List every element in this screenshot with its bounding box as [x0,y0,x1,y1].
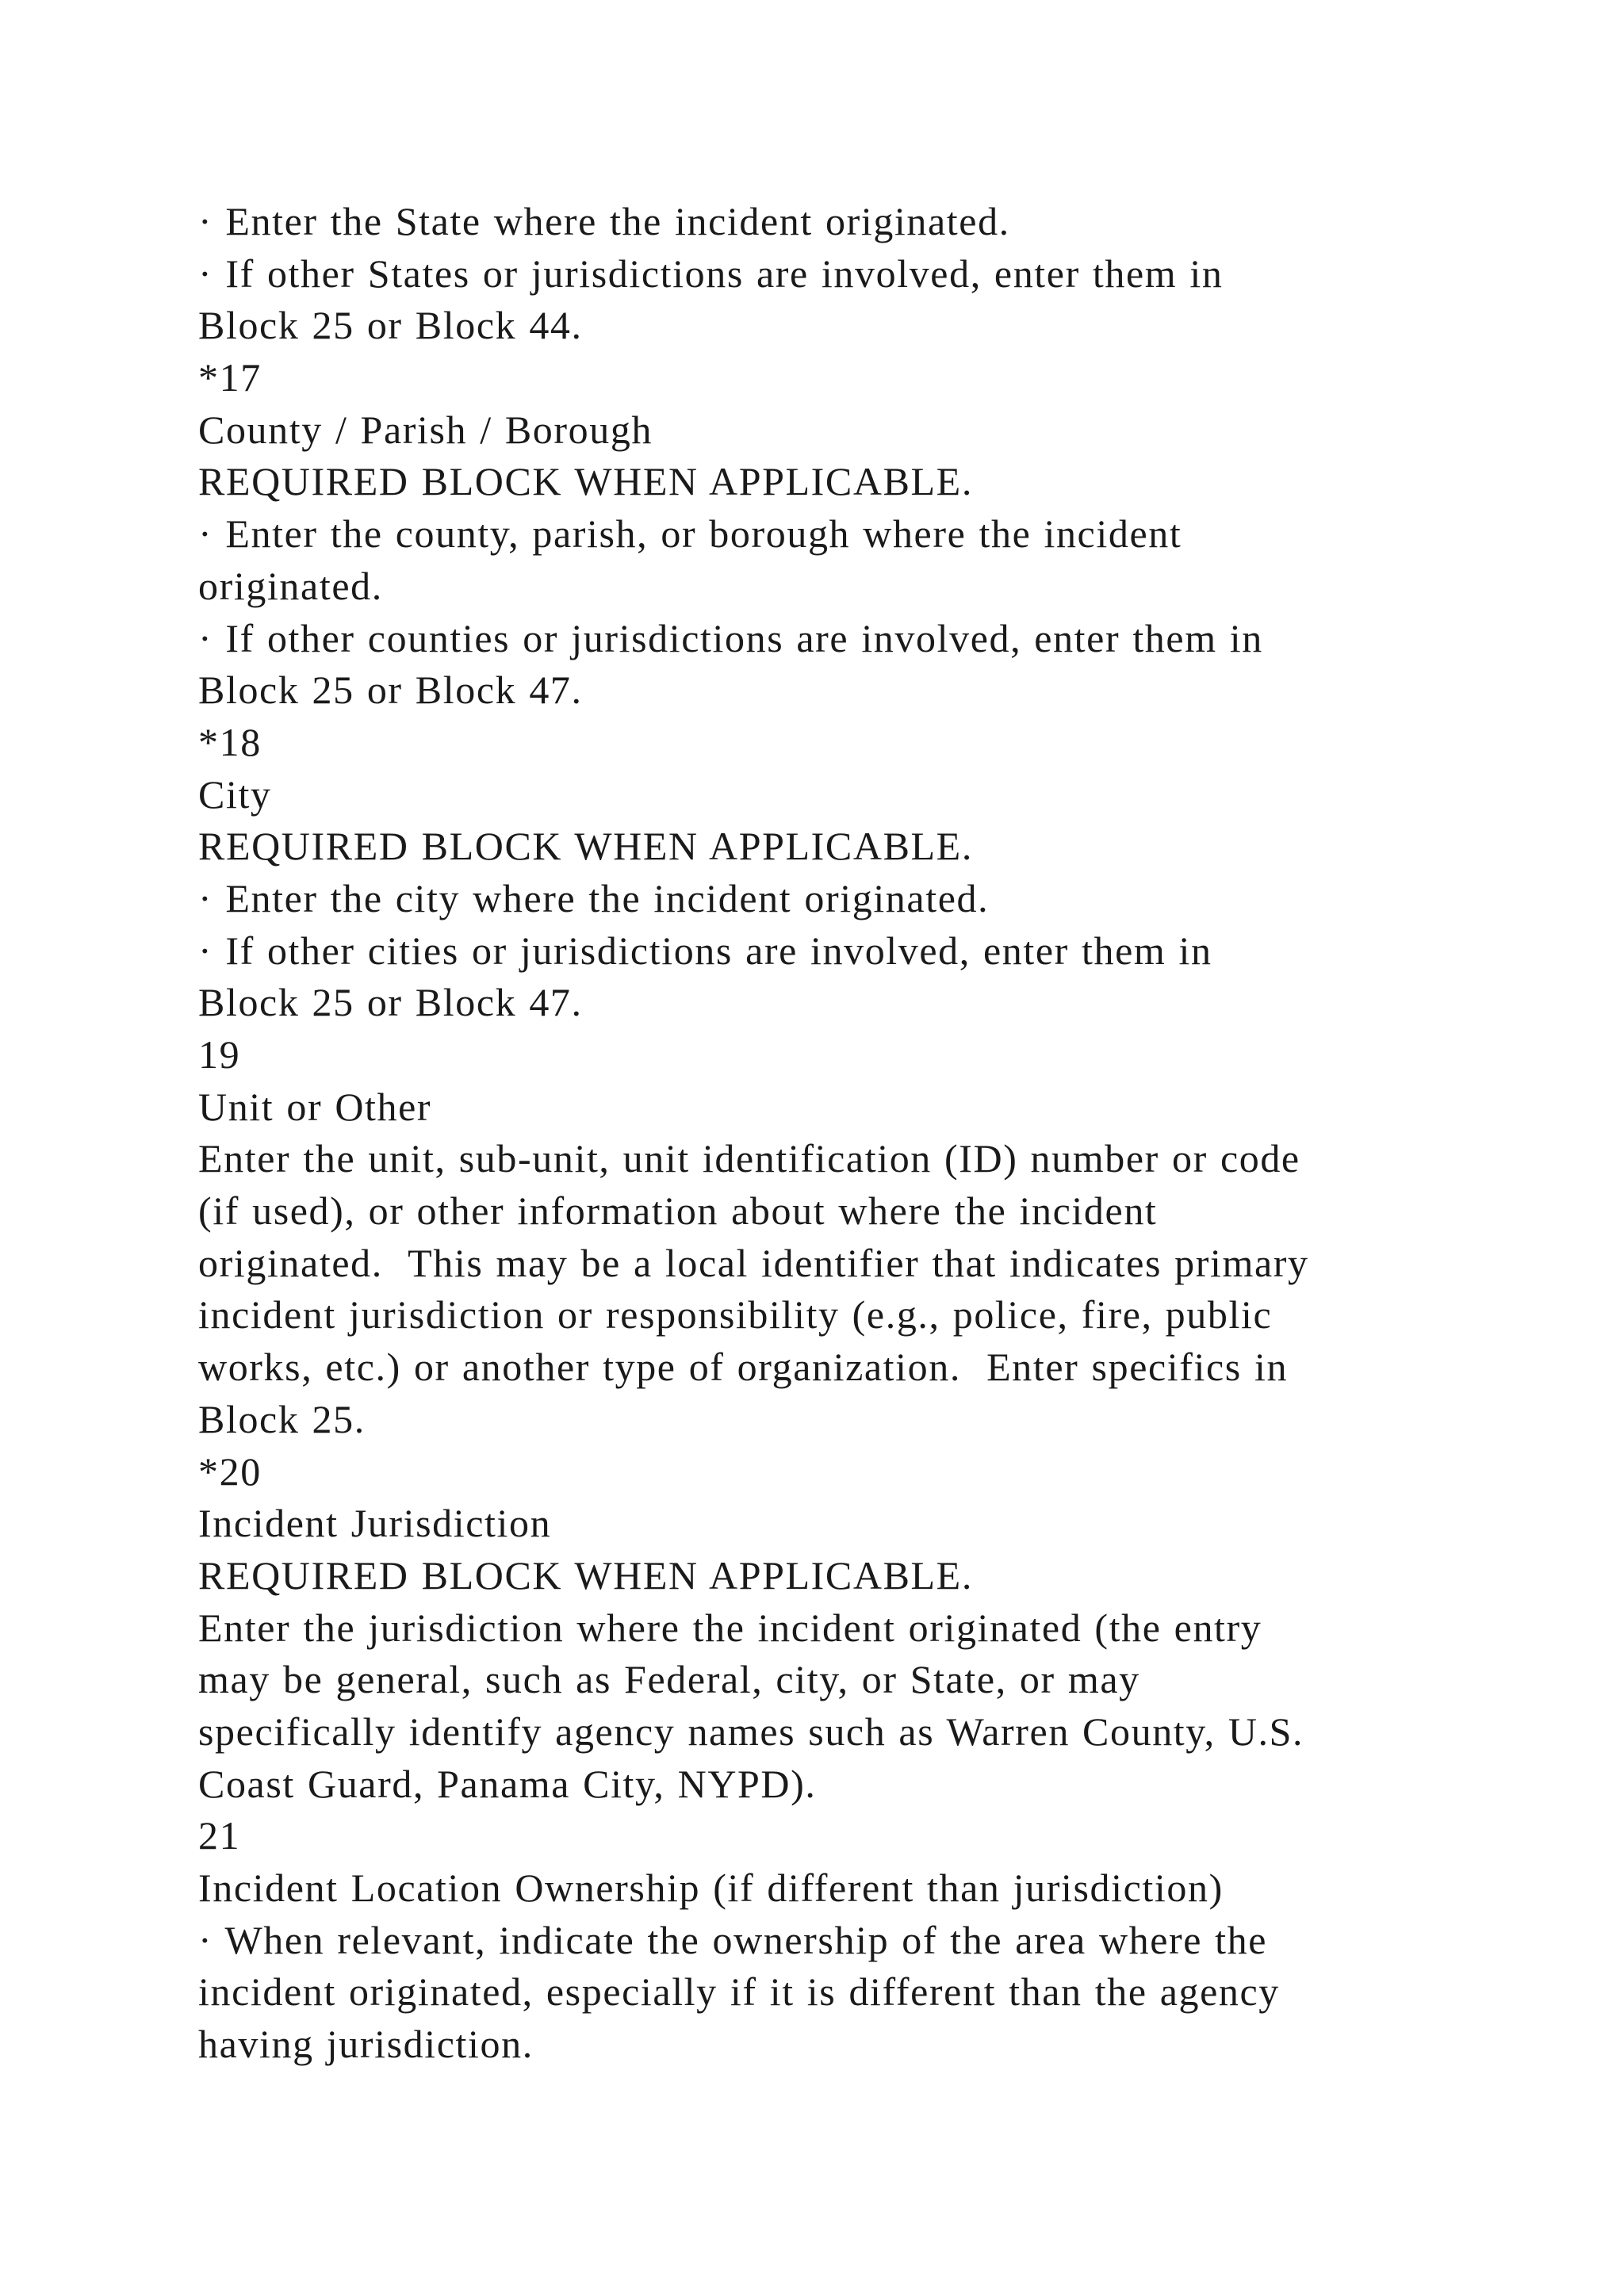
text-line: · When relevant, indicate the ownership of the area where the [198,1917,1268,1962]
text-line: having jurisdiction. [198,2022,534,2067]
text-line: Coast Guard, Panama City, NYPD). [198,1761,817,1806]
block-number: *18 [198,719,262,764]
text-line: (if used), or other information about where the incident [198,1188,1158,1234]
text-line: · If other cities or jurisdictions are involved, enter them in [198,928,1212,973]
text-line: · Enter the city where the incident originated. [198,875,990,920]
block-title: City [198,771,272,817]
text-line: Block 25 or Block 47. [198,668,583,713]
text-line: Enter the jurisdiction where the incident originated (the entry [198,1605,1262,1650]
required-notice: REQUIRED BLOCK WHEN APPLICABLE. [198,1552,973,1598]
block-title: Incident Jurisdiction [198,1501,552,1546]
text-line: specifically identify agency names such as Warren County, U.S. [198,1709,1304,1754]
text-line: originated. This may be a local identifier that indicates primary [198,1240,1309,1285]
text-line: incident jurisdiction or responsibility (e.g., police, fire, public [198,1292,1273,1337]
document-page [198,196,1546,2071]
text-line: · If other States or jurisdictions are involved, enter them in [198,251,1224,296]
block-number: 21 [198,1813,241,1858]
text-line: may be general, such as Federal, city, or State, or may [198,1657,1140,1702]
required-notice: REQUIRED BLOCK WHEN APPLICABLE. [198,824,973,869]
block-title: Incident Location Ownership (if different than jurisdiction) [198,1866,1224,1910]
block-title: County / Parish / Borough [198,407,653,452]
text-line: incident originated, especially if it is different than the agency [198,1969,1280,2015]
text-line: Block 25 or Block 47. [198,980,583,1025]
text-line: Block 25. [198,1396,366,1441]
block-title: Unit or Other [198,1084,432,1129]
block-number: *20 [198,1448,262,1494]
required-notice: REQUIRED BLOCK WHEN APPLICABLE. [198,459,973,504]
text-line: originated. [198,563,383,608]
text-line: · If other counties or jurisdictions are involved, enter them in [198,615,1263,660]
block-number: 19 [198,1032,241,1077]
text-line: · Enter the county, parish, or borough where the incident [198,511,1182,557]
text-line: · Enter the State where the incident originated. [198,199,1010,243]
text-line: Block 25 or Block 44. [198,303,583,348]
text-line: works, etc.) or another type of organization. Enter specifics in [198,1345,1289,1390]
block-number: *17 [198,355,262,400]
text-line: Enter the unit, sub-unit, unit identification (ID) number or code [198,1136,1300,1181]
